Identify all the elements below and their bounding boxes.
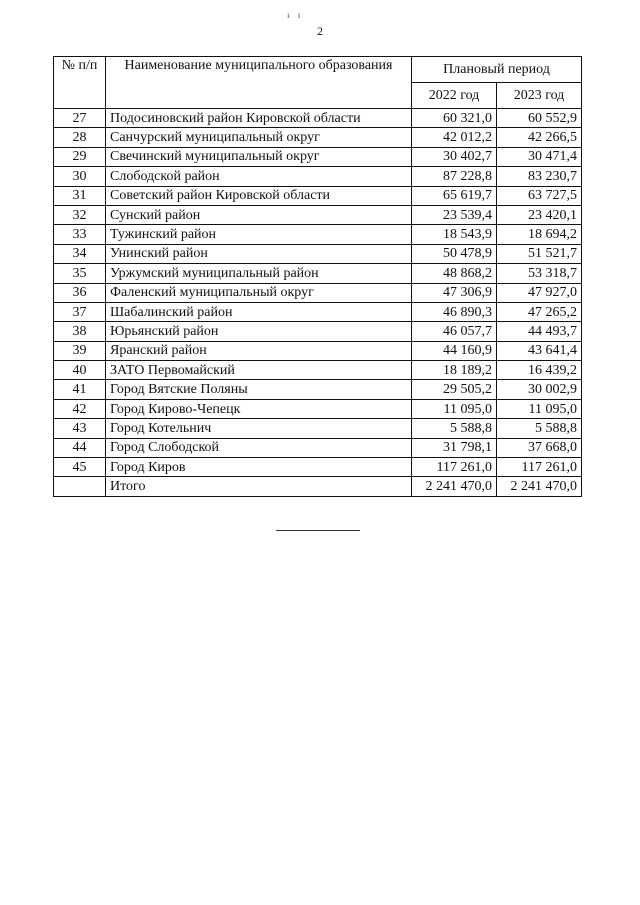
row-value-2022: 47 306,9 (412, 283, 497, 302)
row-value-2023: 53 318,7 (497, 264, 582, 283)
row-number: 34 (54, 244, 106, 263)
table-row (54, 361, 582, 380)
row-value-2023: 11 095,0 (497, 399, 582, 418)
row-value-2022: 117 261,0 (412, 458, 497, 477)
row-number: 36 (54, 283, 106, 302)
row-value-2023: 43 641,4 (497, 341, 582, 360)
row-number: 39 (54, 341, 106, 360)
row-value-2023: 18 694,2 (497, 225, 582, 244)
header-year-2023: 2023 год (497, 83, 582, 109)
row-value-2023: 47 927,0 (497, 283, 582, 302)
row-value-2023: 42 266,5 (497, 128, 582, 147)
row-number: 38 (54, 322, 106, 341)
row-name: Подосиновский район Кировской области (106, 109, 412, 128)
row-name: Юрьянский район (106, 322, 412, 341)
table-row (54, 322, 582, 341)
table-row (54, 341, 582, 360)
row-number: 31 (54, 186, 106, 205)
row-value-2022: 5 588,8 (412, 419, 497, 438)
row-number: 37 (54, 302, 106, 321)
table-row (54, 244, 582, 263)
row-number: 29 (54, 147, 106, 166)
scan-marks: ı ı (287, 10, 304, 20)
row-value-2023: 44 493,7 (497, 322, 582, 341)
row-value-2022: 11 095,0 (412, 399, 497, 418)
row-value-2023: 5 588,8 (497, 419, 582, 438)
table-row (54, 147, 582, 166)
row-number: 40 (54, 361, 106, 380)
row-name: Свечинский муниципальный округ (106, 147, 412, 166)
row-value-2022: 87 228,8 (412, 167, 497, 186)
header-num: № п/п (54, 57, 106, 109)
row-number: 45 (54, 458, 106, 477)
table-row (54, 128, 582, 147)
table-body (54, 109, 582, 497)
budget-table (53, 56, 582, 497)
row-value-2022: 50 478,9 (412, 244, 497, 263)
table-row (54, 458, 582, 477)
row-value-2023: 2 241 470,0 (497, 477, 582, 496)
row-value-2022: 30 402,7 (412, 147, 497, 166)
row-number: 30 (54, 167, 106, 186)
row-name: Уржумский муниципальный район (106, 264, 412, 283)
row-number: 42 (54, 399, 106, 418)
row-value-2022: 18 543,9 (412, 225, 497, 244)
row-value-2023: 30 002,9 (497, 380, 582, 399)
page-number: 2 (317, 24, 323, 38)
row-value-2022: 48 868,2 (412, 264, 497, 283)
row-number: 33 (54, 225, 106, 244)
row-name: Город Кирово-Чепецк (106, 399, 412, 418)
header-year-2022: 2022 год (412, 83, 497, 109)
header-period: Плановый период (412, 57, 582, 83)
row-name: Итого (106, 477, 412, 496)
row-value-2022: 23 539,4 (412, 205, 497, 224)
row-name: Слободской район (106, 167, 412, 186)
row-name: Тужинский район (106, 225, 412, 244)
row-value-2023: 60 552,9 (497, 109, 582, 128)
row-value-2022: 18 189,2 (412, 361, 497, 380)
table-row (54, 225, 582, 244)
row-number (54, 477, 106, 496)
row-number: 35 (54, 264, 106, 283)
row-name: Советский район Кировской области (106, 186, 412, 205)
row-value-2022: 44 160,9 (412, 341, 497, 360)
row-value-2022: 46 890,3 (412, 302, 497, 321)
row-name: Санчурский муниципальный округ (106, 128, 412, 147)
row-value-2023: 23 420,1 (497, 205, 582, 224)
row-value-2022: 2 241 470,0 (412, 477, 497, 496)
row-value-2022: 65 619,7 (412, 186, 497, 205)
row-value-2023: 47 265,2 (497, 302, 582, 321)
row-number: 27 (54, 109, 106, 128)
row-number: 32 (54, 205, 106, 224)
row-value-2023: 117 261,0 (497, 458, 582, 477)
row-value-2023: 16 439,2 (497, 361, 582, 380)
row-name: Яранский район (106, 341, 412, 360)
total-row (54, 477, 582, 496)
row-name: Город Слободской (106, 438, 412, 457)
row-value-2022: 29 505,2 (412, 380, 497, 399)
row-name: Шабалинский район (106, 302, 412, 321)
row-name: ЗАТО Первомайский (106, 361, 412, 380)
row-number: 44 (54, 438, 106, 457)
row-name: Фаленский муниципальный округ (106, 283, 412, 302)
row-name: Унинский район (106, 244, 412, 263)
row-name: Город Вятские Поляны (106, 380, 412, 399)
row-value-2023: 63 727,5 (497, 186, 582, 205)
row-value-2022: 60 321,0 (412, 109, 497, 128)
row-value-2023: 83 230,7 (497, 167, 582, 186)
table-row (54, 186, 582, 205)
end-of-table-line (276, 530, 360, 531)
table-header (54, 57, 582, 109)
table-row (54, 380, 582, 399)
table-row (54, 419, 582, 438)
table-row (54, 109, 582, 128)
table-row (54, 438, 582, 457)
table-row (54, 205, 582, 224)
header-name: Наименование муниципального образования (106, 57, 412, 109)
row-name: Город Киров (106, 458, 412, 477)
row-value-2023: 37 668,0 (497, 438, 582, 457)
table-row (54, 264, 582, 283)
row-number: 41 (54, 380, 106, 399)
row-name: Город Котельнич (106, 419, 412, 438)
table-row (54, 399, 582, 418)
row-value-2022: 46 057,7 (412, 322, 497, 341)
row-name: Сунский район (106, 205, 412, 224)
row-number: 28 (54, 128, 106, 147)
row-value-2023: 51 521,7 (497, 244, 582, 263)
table-row (54, 302, 582, 321)
row-value-2022: 31 798,1 (412, 438, 497, 457)
row-number: 43 (54, 419, 106, 438)
table-row (54, 283, 582, 302)
row-value-2022: 42 012,2 (412, 128, 497, 147)
table-row (54, 167, 582, 186)
row-value-2023: 30 471,4 (497, 147, 582, 166)
